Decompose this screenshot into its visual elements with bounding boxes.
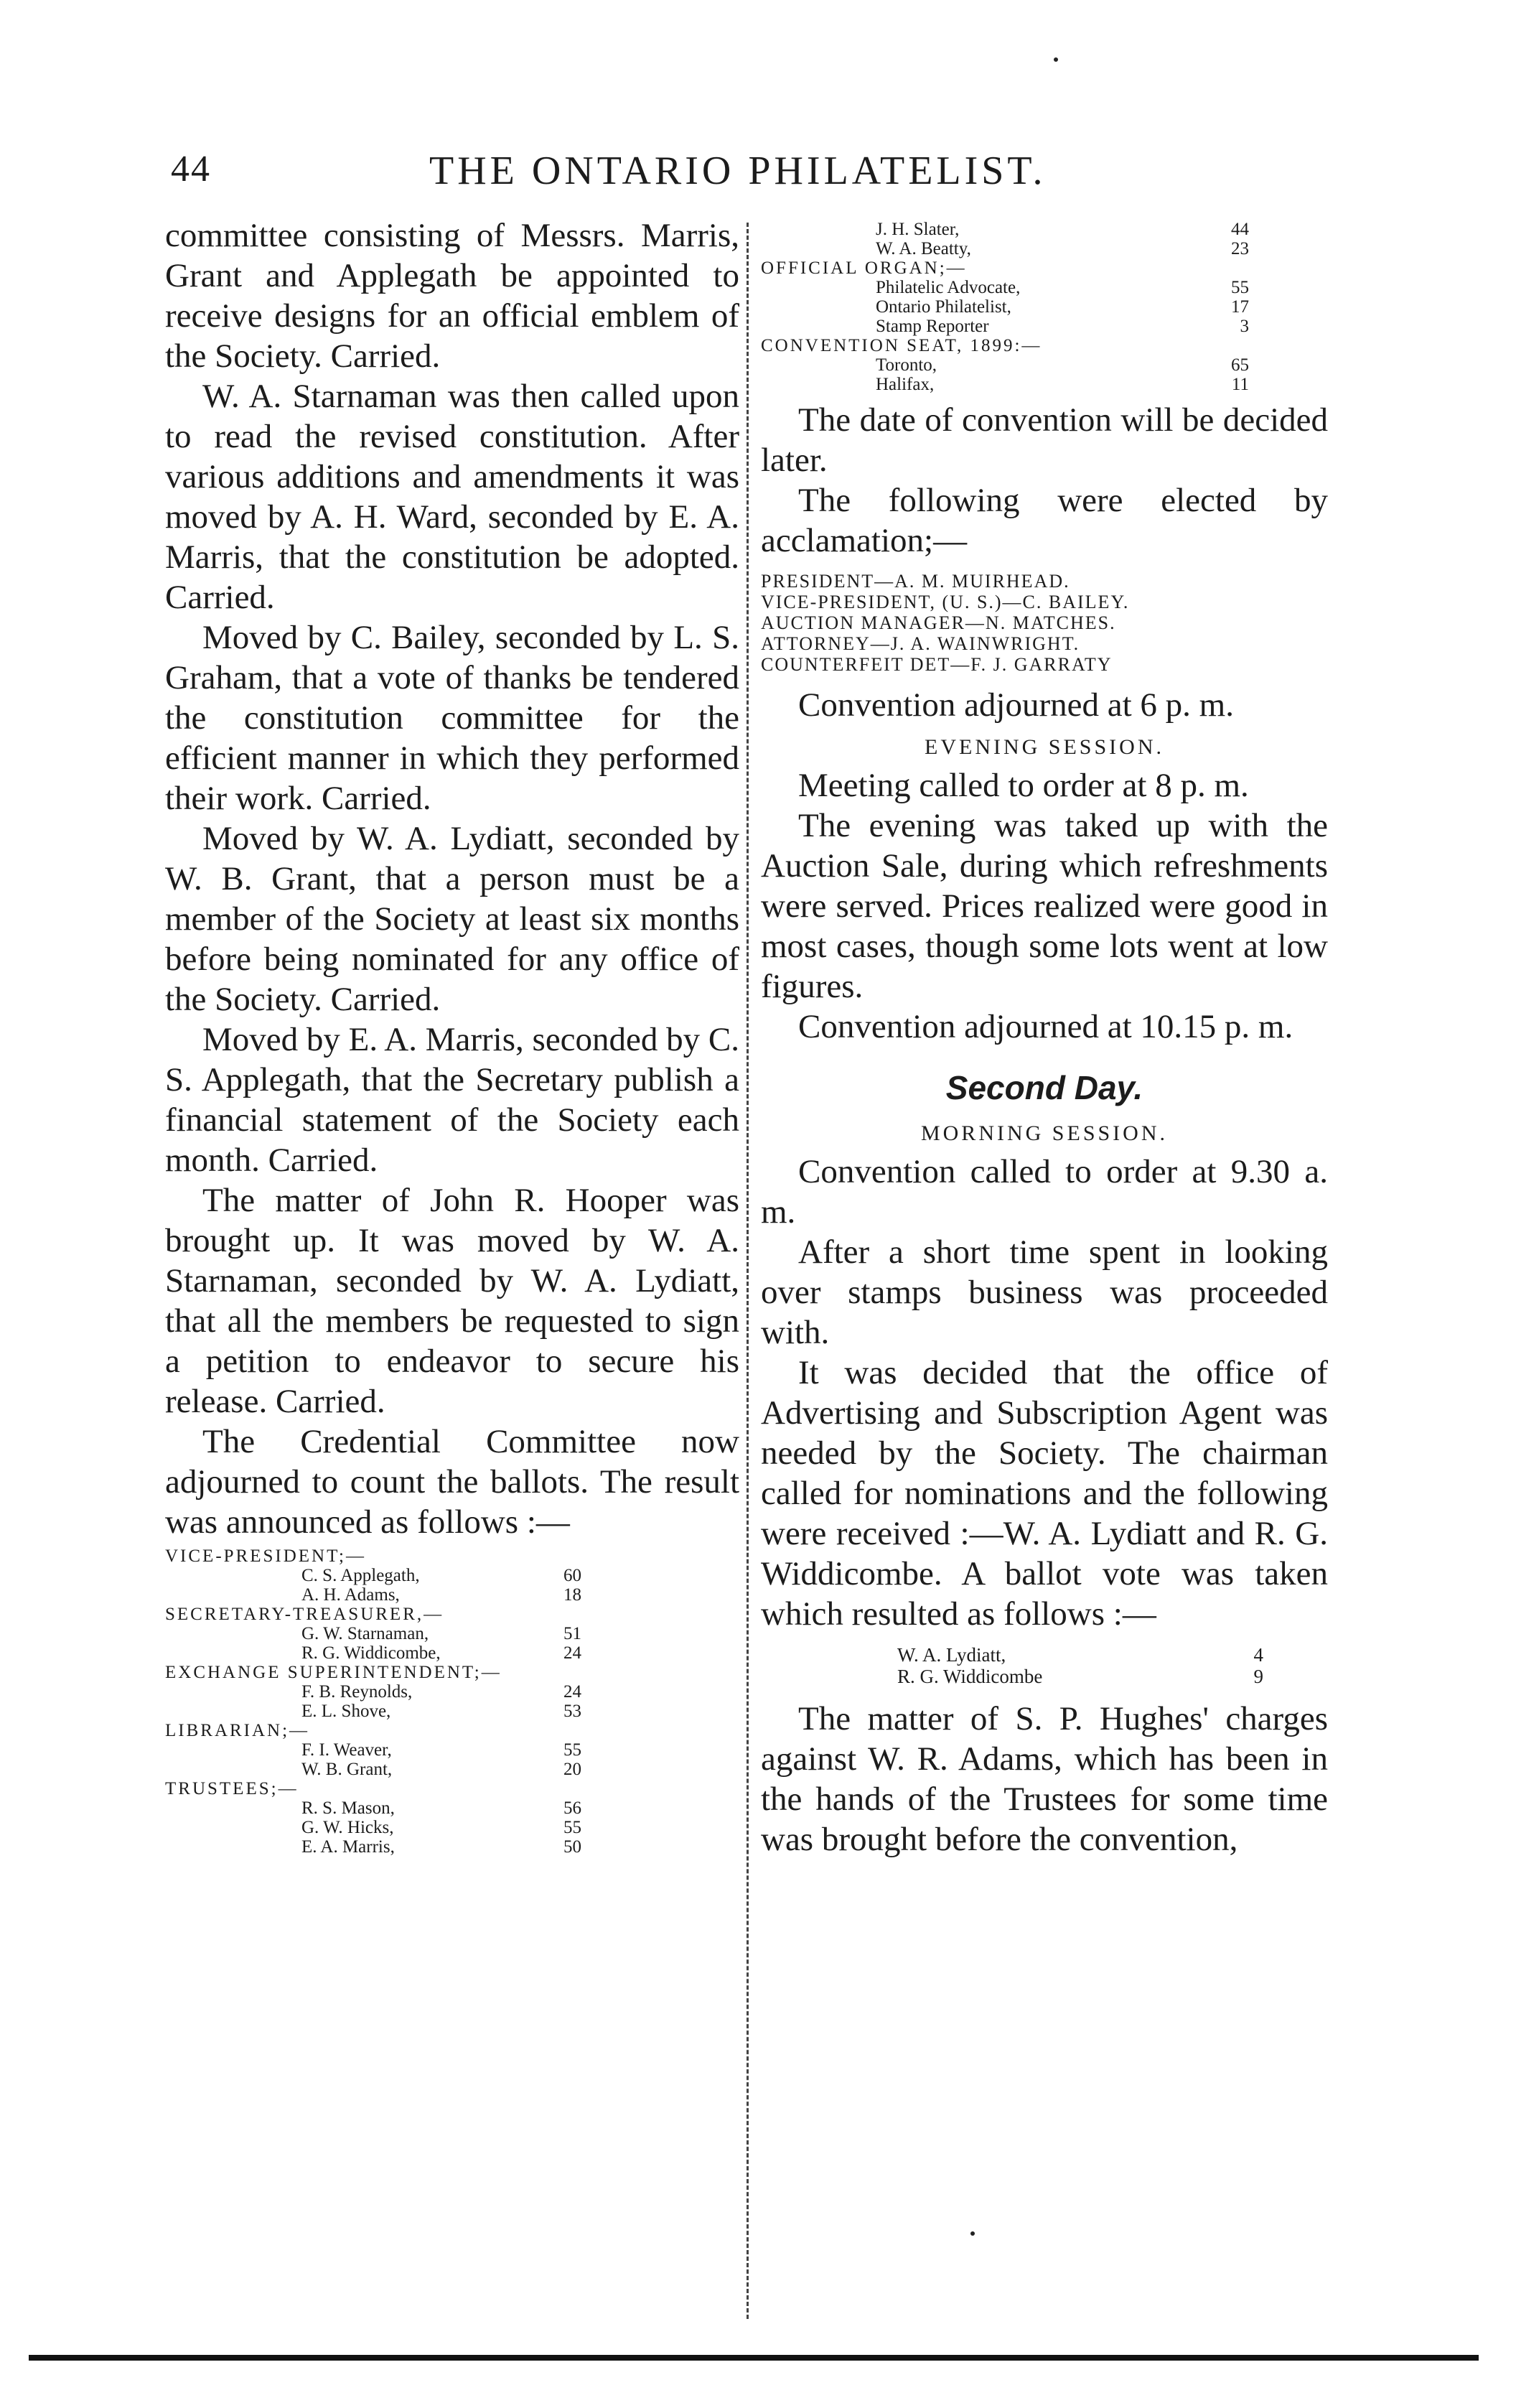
ballot-vote-table: [761, 1644, 1328, 1687]
candidate-row: [165, 1702, 739, 1721]
candidate-row: [761, 317, 1328, 336]
officer-entry: COUNTERFEIT DET—F. J. GARRATY: [761, 654, 1113, 675]
candidate-row: [761, 1666, 1328, 1687]
vote-count: 23: [1231, 239, 1249, 258]
candidate-row: [165, 1740, 739, 1760]
page-number: 44: [171, 149, 211, 190]
candidate-row: [761, 239, 1328, 258]
candidate-row: [165, 1566, 739, 1585]
paragraph: Convention called to order at 9.30 a. m.: [761, 1153, 1328, 1231]
print-speck: [970, 2231, 975, 2236]
candidate-row: [165, 1760, 739, 1779]
office-heading: OFFICIAL ORGAN;—: [761, 258, 967, 278]
office-heading: LIBRARIAN;—: [165, 1721, 310, 1740]
officer-entry: VICE-PRESIDENT, (U. S.)—C. BAILEY.: [761, 592, 1130, 612]
officer-entry: ATTORNEY—J. A. WAINWRIGHT.: [761, 633, 1080, 654]
candidate-name: J. H. Slater,: [876, 220, 960, 239]
paragraph: The matter of S. P. Hughes' charges against W. R. Adams, which has been in the hands of the Trustees for some time was brought before the convention,: [761, 1700, 1328, 1858]
office-heading: CONVENTION SEAT, 1899:—: [761, 336, 1042, 355]
candidate-name: F. I. Weaver,: [301, 1740, 392, 1760]
candidate-name: R. G. Widdicombe: [897, 1666, 1043, 1687]
candidate-name: W. A. Beatty,: [876, 239, 971, 258]
officers-list: [761, 571, 1328, 675]
office-heading: SECRETARY-TREASURER,—: [165, 1605, 444, 1624]
session-heading: EVENING SESSION.: [925, 735, 1164, 759]
journal-title: THE ONTARIO PHILATELIST.: [429, 149, 1047, 193]
candidate-row: [165, 1682, 739, 1702]
office-heading: TRUSTEES;—: [165, 1779, 299, 1798]
vote-count: 20: [563, 1760, 581, 1779]
vote-count: 44: [1231, 220, 1249, 239]
candidate-name: Toronto,: [876, 355, 937, 375]
candidate-row: [165, 1585, 739, 1605]
paragraph: The evening was taked up with the Auction Sale, during which refreshments were served. Prices realized were good in most cases, though some lots went at low figures.: [761, 807, 1328, 1005]
vote-count: 55: [563, 1740, 581, 1760]
vote-count: 11: [1231, 375, 1249, 394]
vote-count: 55: [1231, 278, 1249, 297]
officer-entry: AUCTION MANAGER—N. MATCHES.: [761, 612, 1116, 633]
paragraph: W. A. Starnaman was then called upon to read the revised constitution. After various additions and amendments it was moved by A. H. Ward, seconded by E. A. Marris, that the constitution be adopted. Carried.: [165, 378, 739, 616]
paragraph: Moved by E. A. Marris, seconded by C. S. Applegath, that the Secretary publish a financial statement of the Society each month. Carried.: [165, 1021, 739, 1179]
candidate-name: R. S. Mason,: [301, 1798, 395, 1818]
vote-count: 53: [563, 1702, 581, 1721]
paragraph: It was decided that the office of Advertising and Subscription Agent was needed by the Society. The chairman called for nominations and the following were received :—W. A. Lydiatt and R. G. Widdicombe. A ballot vote was taken which resulted as follows :—: [761, 1354, 1328, 1633]
candidate-name: E. L. Shove,: [301, 1702, 391, 1721]
vote-count: 17: [1231, 297, 1249, 317]
vote-count: 65: [1231, 355, 1249, 375]
candidate-row: [165, 1643, 739, 1663]
candidate-row: [761, 297, 1328, 317]
page-header: [171, 148, 1147, 198]
paragraph: Convention adjourned at 10.15 p. m.: [798, 1008, 1293, 1045]
candidate-name: Philatelic Advocate,: [876, 278, 1021, 297]
vote-count: 50: [563, 1837, 581, 1857]
vote-count: 51: [563, 1624, 581, 1643]
ballot-results-continued: [761, 220, 1328, 394]
paragraph: Meeting called to order at 8 p. m.: [798, 767, 1249, 804]
column-divider: [747, 223, 749, 2319]
candidate-row: [761, 278, 1328, 297]
candidate-name: R. G. Widdicombe,: [301, 1643, 441, 1663]
candidate-name: W. A. Lydiatt,: [897, 1644, 1006, 1666]
vote-count: 9: [1253, 1666, 1263, 1687]
candidate-name: Halifax,: [876, 375, 935, 394]
vote-count: 55: [563, 1818, 581, 1837]
paragraph: The Credential Committee now adjourned to count the ballots. The result was announced as follows :—: [165, 1423, 739, 1541]
paragraph: Moved by W. A. Lydiatt, seconded by W. B. Grant, that a person must be a member of the Society at least six months before being nominated for any office of the Society. Carried.: [165, 820, 739, 1018]
candidate-row: [761, 355, 1328, 375]
vote-count: 24: [563, 1682, 581, 1702]
paragraph: The following were elected by acclamation;—: [761, 482, 1328, 559]
candidate-name: A. H. Adams,: [301, 1585, 400, 1605]
vote-count: 3: [1240, 317, 1249, 336]
candidate-row: [761, 220, 1328, 239]
paragraph: Convention adjourned at 6 p. m.: [798, 686, 1234, 724]
paragraph: Moved by C. Bailey, seconded by L. S. Graham, that a vote of thanks be tendered the constitution committee for the efficient manner in which they performed their work. Carried.: [165, 619, 739, 817]
right-column: [761, 215, 1328, 1859]
candidate-name: E. A. Marris,: [301, 1837, 395, 1857]
vote-count: 18: [563, 1585, 581, 1605]
candidate-name: F. B. Reynolds,: [301, 1682, 413, 1702]
paragraph: The matter of John R. Hooper was brought up. It was moved by W. A. Starnaman, seconded by W. A. Lydiatt, that all the members be requested to sign a petition to endeavor to secure his release. Carried.: [165, 1182, 739, 1420]
candidate-row: [761, 375, 1328, 394]
officer-entry: PRESIDENT—A. M. MUIRHEAD.: [761, 571, 1070, 592]
candidate-row: [165, 1624, 739, 1643]
candidate-name: W. B. Grant,: [301, 1760, 393, 1779]
vote-count: 60: [563, 1566, 581, 1585]
vote-count: 4: [1253, 1644, 1263, 1666]
office-heading: VICE-PRESIDENT;—: [165, 1546, 366, 1566]
paragraph: committee consisting of Messrs. Marris, Grant and Applegath be appointed to receive designs for an official emblem of the Society. Carried.: [165, 217, 739, 375]
paragraph: The date of convention will be decided later.: [761, 401, 1328, 479]
candidate-name: Stamp Reporter: [876, 317, 989, 336]
candidate-name: G. W. Starnaman,: [301, 1624, 429, 1643]
left-column: [165, 215, 739, 1862]
print-speck: [1054, 57, 1058, 62]
office-heading: EXCHANGE SUPERINTENDENT;—: [165, 1663, 502, 1682]
vote-count: 56: [563, 1798, 581, 1818]
candidate-row: [165, 1818, 739, 1837]
candidate-name: G. W. Hicks,: [301, 1818, 394, 1837]
candidate-name: Ontario Philatelist,: [876, 297, 1011, 317]
bottom-rule: [29, 2355, 1479, 2361]
candidate-row: [165, 1837, 739, 1857]
paragraph: After a short time spent in looking over stamps business was proceeded with.: [761, 1233, 1328, 1351]
candidate-row: [761, 1644, 1328, 1666]
candidate-name: C. S. Applegath,: [301, 1566, 420, 1585]
session-heading: MORNING SESSION.: [920, 1121, 1169, 1145]
ballot-results: [165, 1546, 739, 1857]
candidate-row: [165, 1798, 739, 1818]
vote-count: 24: [563, 1643, 581, 1663]
day-heading: Second Day.: [945, 1069, 1143, 1106]
